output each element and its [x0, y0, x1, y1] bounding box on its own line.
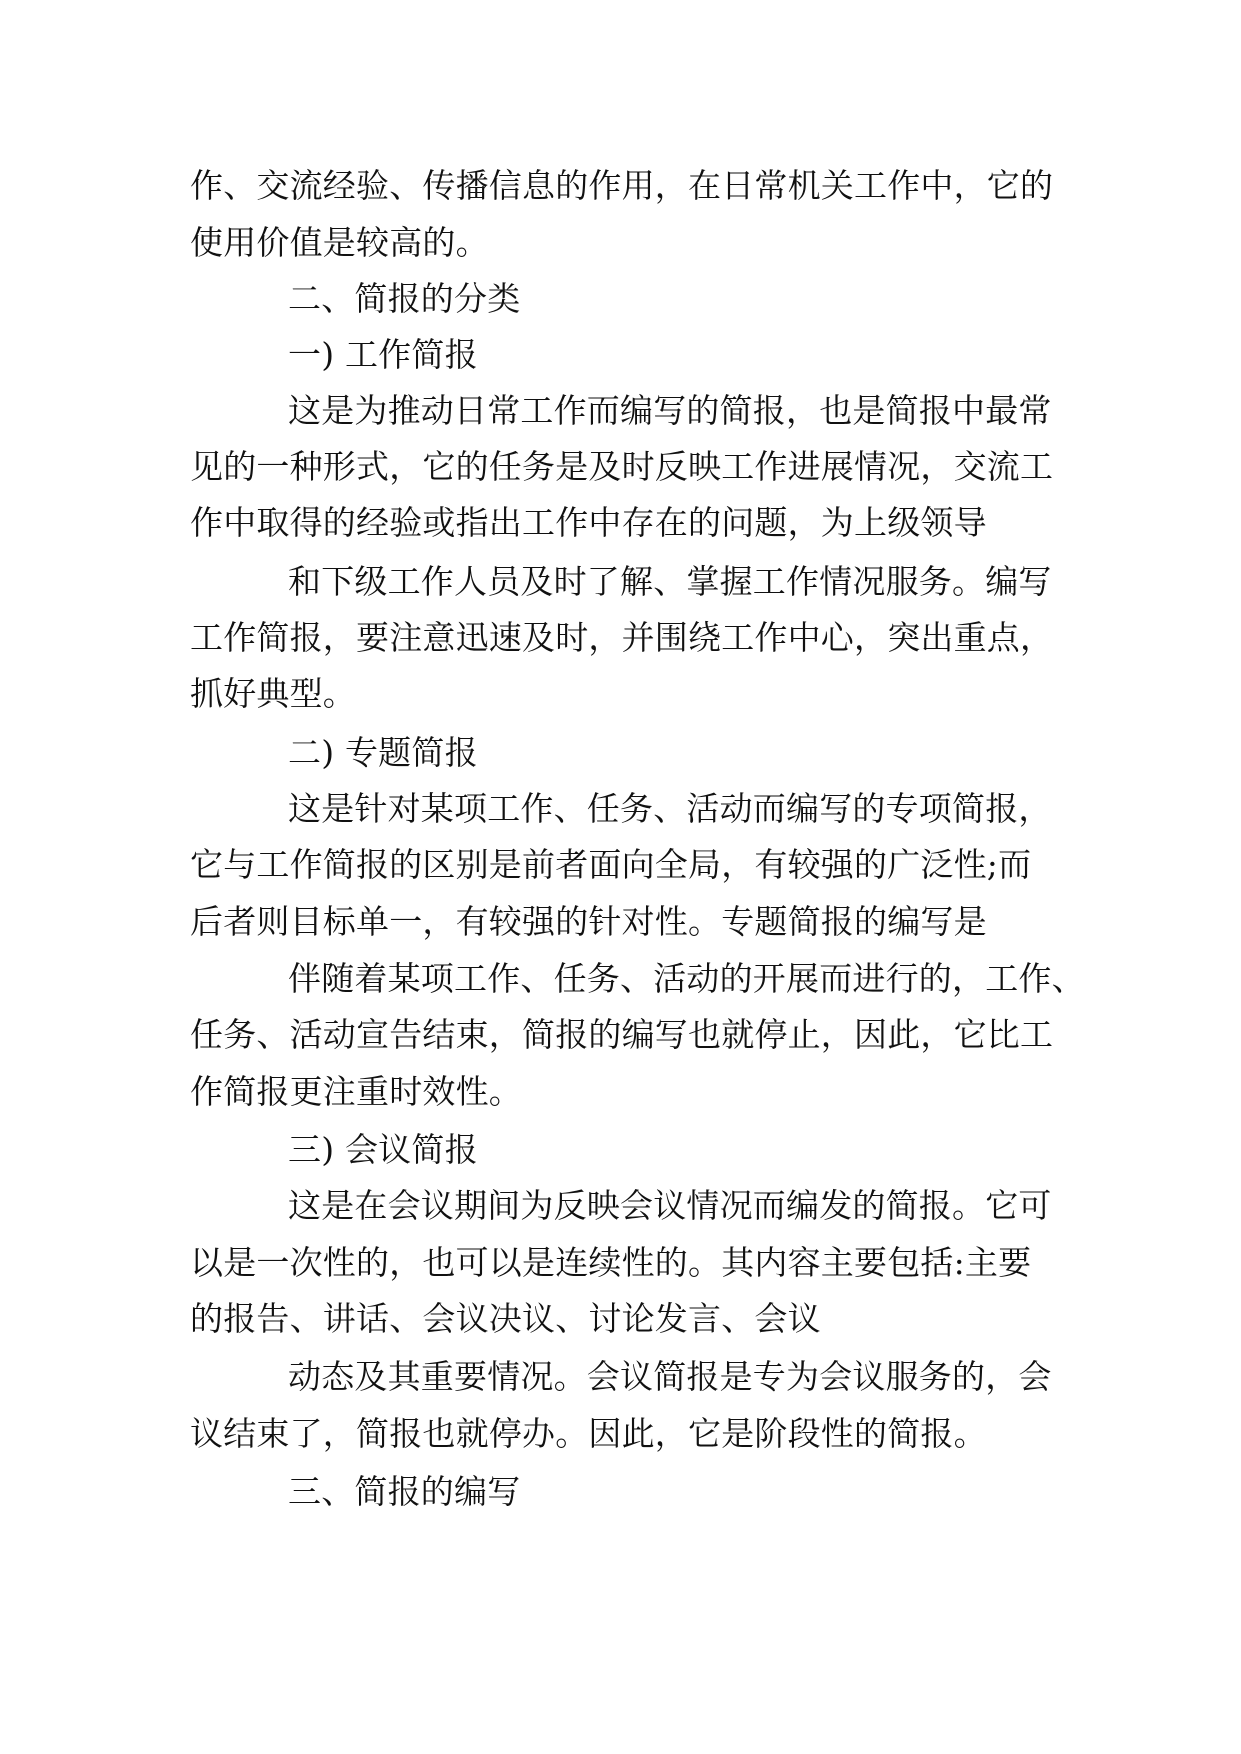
body-text-line: 这是为推动日常工作而编写的简报，也是简报中最常 — [288, 391, 1052, 430]
body-text-line: 和下级工作人员及时了解、掌握工作情况服务。编写 — [288, 562, 1052, 601]
body-text-line: 任务、活动宣告结束，简报的编写也就停止，因此，它比工 — [190, 1015, 1054, 1054]
section-heading: 三、简报的编写 — [288, 1472, 521, 1511]
body-text-line: 作简报更注重时效性。 — [190, 1072, 522, 1111]
subsection-heading: 三) 会议简报 — [288, 1130, 478, 1169]
body-text-line: 这是在会议期间为反映会议情况而编发的简报。它可 — [288, 1186, 1052, 1225]
body-text-line: 抓好典型。 — [190, 674, 356, 713]
body-text-line: 作中取得的经验或指出工作中存在的问题，为上级领导 — [190, 503, 987, 542]
body-text-line: 后者则目标单一，有较强的针对性。专题简报的编写是 — [190, 902, 987, 941]
subsection-heading: 二) 专题简报 — [288, 733, 478, 772]
body-text-line: 见的一种形式，它的任务是及时反映工作进展情况，交流工 — [190, 447, 1054, 486]
body-text-line: 这是针对某项工作、任务、活动而编写的专项简报， — [288, 789, 1052, 828]
body-text-line: 伴随着某项工作、任务、活动的开展而进行的，工作、 — [288, 959, 1085, 998]
body-text-line: 动态及其重要情况。会议简报是专为会议服务的，会 — [288, 1357, 1052, 1396]
body-text-line: 以是一次性的，也可以是连续性的。其内容主要包括:主要 — [190, 1243, 1032, 1282]
section-heading: 二、简报的分类 — [288, 279, 521, 318]
body-text-line: 它与工作简报的区别是前者面向全局，有较强的广泛性;而 — [190, 845, 1032, 884]
body-text-line: 议结束了，简报也就停办。因此，它是阶段性的简报。 — [190, 1414, 987, 1453]
body-text-line: 作、交流经验、传播信息的作用，在日常机关工作中，它的 — [190, 166, 1054, 205]
body-text-line: 的报告、讲话、会议决议、讨论发言、会议 — [190, 1299, 821, 1338]
body-text-line: 使用价值是较高的。 — [190, 223, 489, 262]
body-text-line: 工作简报，要注意迅速及时，并围绕工作中心，突出重点， — [190, 618, 1054, 657]
subsection-heading: 一) 工作简报 — [288, 335, 478, 374]
